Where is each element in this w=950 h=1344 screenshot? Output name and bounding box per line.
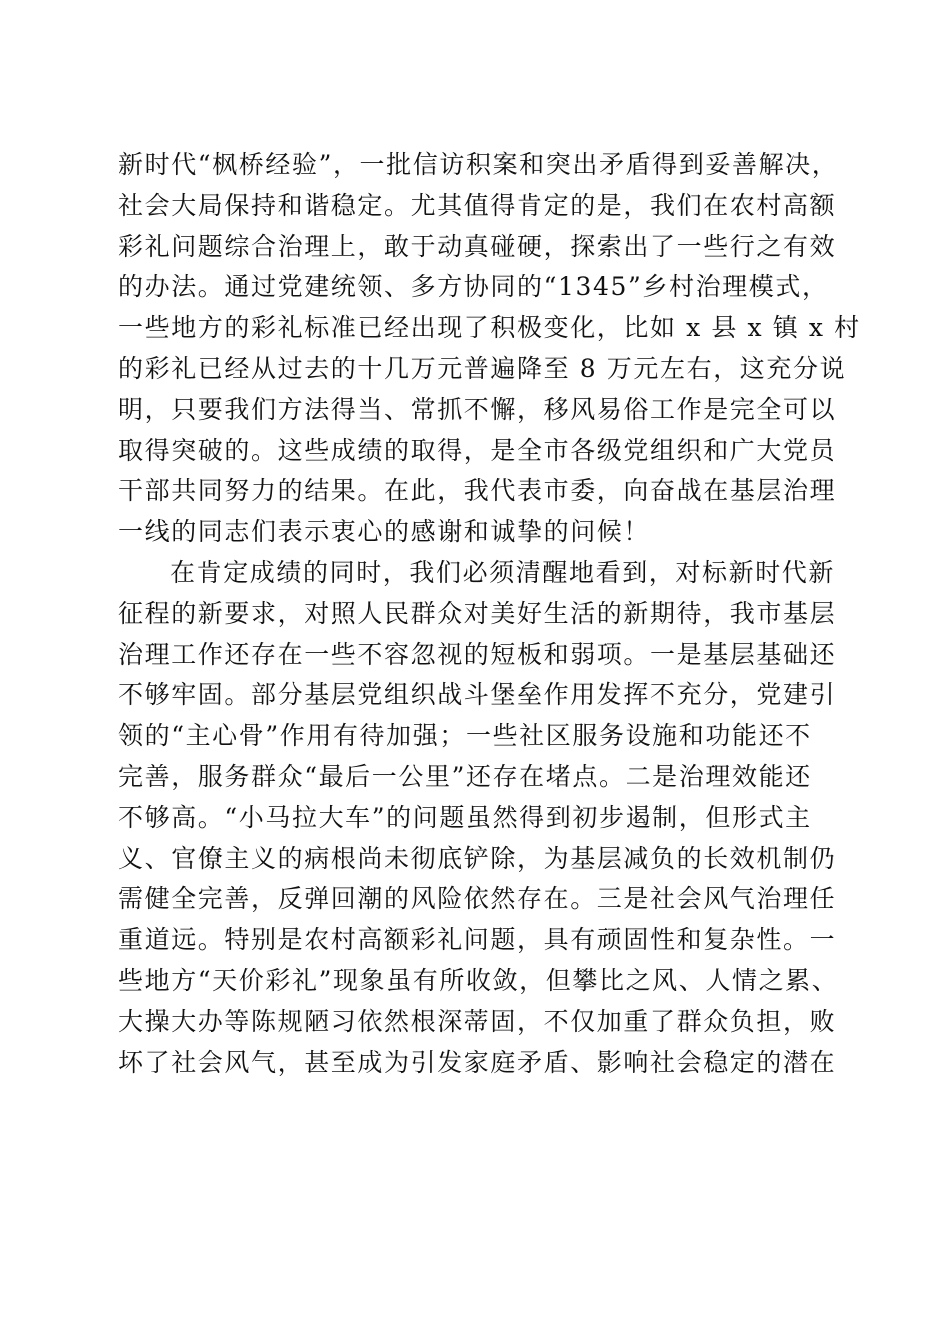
paragraph-first-line: 在肯定成绩的同时，我们必须清醒地看到，对标新时代新 (170, 557, 836, 587)
text-line: 社会大局保持和谐稳定。尤其值得肯定的是，我们在农村高额 (118, 190, 837, 220)
text-line: 新时代“枫桥经验”，一批信访积案和突出矛盾得到妥善解决， (118, 150, 839, 179)
text-line: 不够高。“小马拉大车”的问题虽然得到初步遏制，但形式主 (118, 802, 812, 832)
text-line: 治理工作还存在一些不容忽视的短板和弱项。一是基层基础还 (118, 639, 837, 669)
text-line: 义、官僚主义的病根尚未彻底铲除，为基层减负的长效机制仍 (118, 843, 837, 873)
text-line: 征程的新要求，对照人民群众对美好生活的新期待，我市基层 (118, 598, 837, 628)
text-line: 的彩礼已经从过去的十几万元普遍降至 8 万元左右，这充分说 (118, 353, 847, 383)
text-line: 的办法。通过党建统领、多方协同的“1345”乡村治理模式， (118, 272, 829, 302)
text-line: 不够牢固。部分基层党组织战斗堡垒作用发挥不充分，党建引 (118, 680, 837, 710)
text-line: 些地方“天价彩礼”现象虽有所收敛，但攀比之风、人情之累、 (118, 965, 839, 995)
text-line: 取得突破的。这些成绩的取得，是全市各级党组织和广大党员 (118, 435, 837, 465)
text-line: 一些地方的彩礼标准已经出现了积极变化，比如 x 县 x 镇 x 村 (118, 313, 861, 343)
text-line: 彩礼问题综合治理上，敢于动真碰硬，探索出了一些行之有效 (118, 231, 837, 261)
text-line: 大操大办等陈规陋习依然根深蒂固，不仅加重了群众负担，败 (118, 1006, 837, 1036)
text-line: 明，只要我们方法得当、常抓不懈，移风易俗工作是完全可以 (118, 394, 837, 424)
text-line: 一线的同志们表示衷心的感谢和诚挚的问候！ (118, 517, 651, 547)
text-line: 重道远。特别是农村高额彩礼问题，具有顽固性和复杂性。一 (118, 925, 837, 955)
text-line: 干部共同努力的结果。在此，我代表市委，向奋战在基层治理 (118, 476, 837, 506)
document-body-text (118, 145, 861, 1083)
text-line: 完善，服务群众“最后一公里”还存在堵点。二是治理效能还 (118, 761, 812, 791)
text-line: 领的“主心骨”作用有待加强；一些社区服务设施和功能还不 (118, 721, 812, 751)
text-line: 坏了社会风气，甚至成为引发家庭矛盾、影响社会稳定的潜在 (118, 1047, 837, 1077)
text-line: 需健全完善，反弹回潮的风险依然存在。三是社会风气治理任 (118, 884, 837, 914)
